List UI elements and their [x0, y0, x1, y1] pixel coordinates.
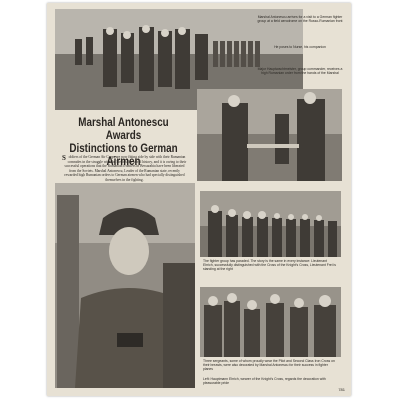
photo-soldiers-lineup: [200, 191, 341, 257]
headline-line-2: Distinctions to German Airmen: [69, 141, 178, 168]
caption-top-right-2: He poses to Nurse, his companion: [274, 45, 326, 49]
article-body: [62, 155, 187, 182]
headline-line-1: Marshal Antonescu Awards: [78, 115, 169, 142]
photo-handshake: [197, 89, 342, 181]
page-number: 781: [338, 387, 345, 392]
caption-bottom-right: Three sergeants, some of whom proudly wear the Pilot and Second Class Iron Cross on their breasts, were also decorated by Marshal Antonescu for their success in fighter planes: [203, 359, 335, 372]
magazine-page: [47, 3, 351, 396]
caption-mid-right: The fighter group has paraded. The story is the same in every instance: Lieutenant Ehrich, successfully distinguished with the Cross of the Knight's Cross, Lieutenant Frei is standing at the right: [203, 259, 336, 272]
photo-airman-portrait: [55, 183, 195, 388]
article-text: oldiers of the German Air Corps are now fitting side by side with their Rumanian comrades in the struggle with the Soviets for world history, and it is owing to their successful operations that the Rumanian frontiers in Bessarabia have been liberated from the Soviets. Marshal Antonescu, Leader of the Rumanian state, recently rewarded high Rumanian orders to German airmen who had specially distinguished themselves in the fighting.: [64, 155, 187, 182]
caption-bottom-right-2: Left: Hauptmann Ehrich, wearer of the Knight's Cross, regards the decoration with pleasurable pride: [203, 377, 326, 386]
caption-top-right-1: Marshal Antonescu arrives for a visit to a German fighter group at a field aerodrome on the Russo-Rumanian front: [257, 15, 343, 24]
photo-sergeants-group: [200, 287, 341, 357]
dropcap: S: [62, 154, 66, 162]
caption-top-right-3: Major Hauptwachtmeister, group commander, receives a high Rumanian order from the hands of the Marshal: [257, 67, 343, 76]
